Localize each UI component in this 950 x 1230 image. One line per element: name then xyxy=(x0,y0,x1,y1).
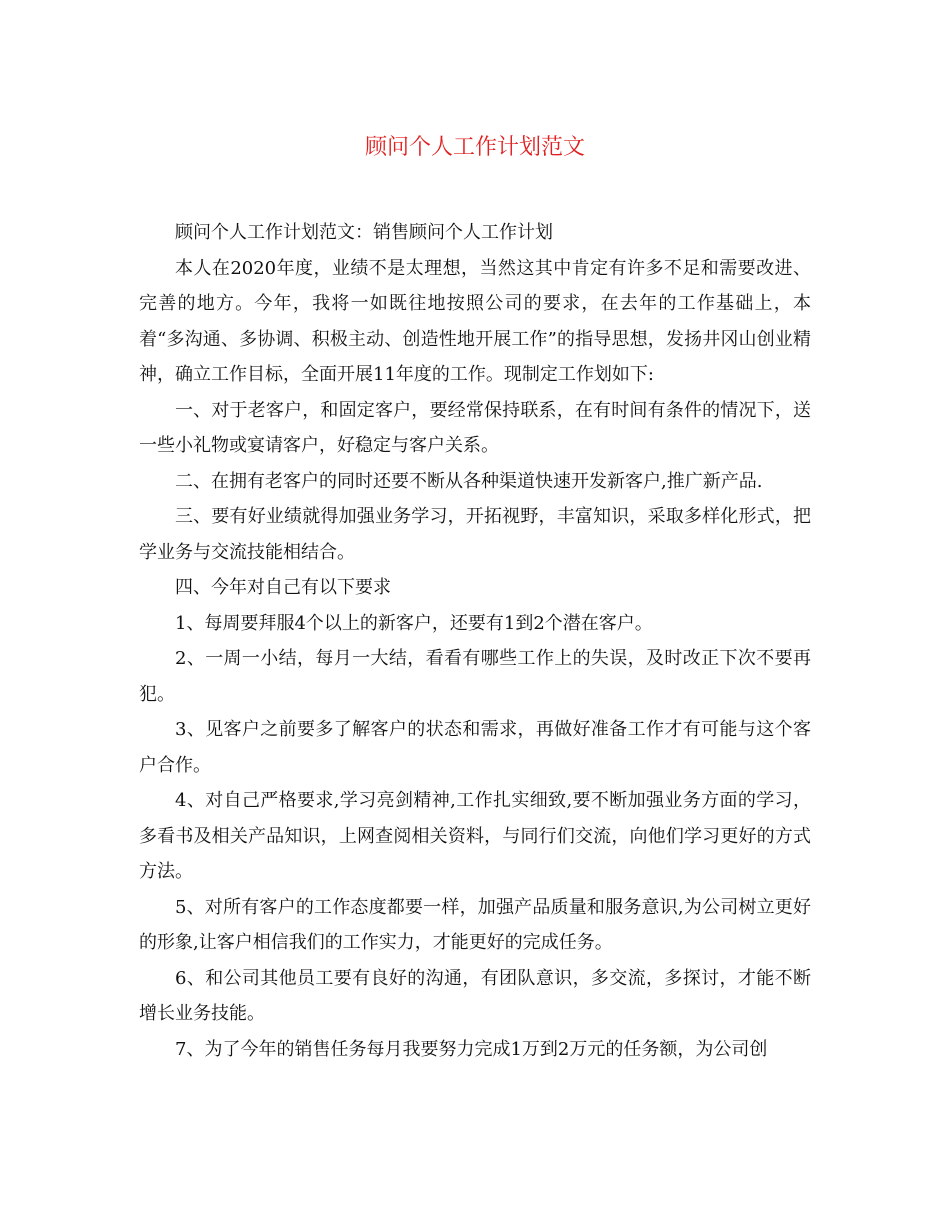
paragraph-req-4: 4、对自己严格要求,学习亮剑精神,工作扎实细致,要不断加强业务方面的学习，多看书及相关产品知识，上网查阅相关资料，与同行们交流，向他们学习更好的方式方法。 xyxy=(139,790,811,882)
paragraph-req-5: 5、对所有客户的工作态度都要一样，加强产品质量和服务意识,为公司树立更好的形象,让客户相信我们的工作实力，才能更好的完成任务。 xyxy=(139,896,811,953)
document-body xyxy=(139,215,811,1067)
paragraph-req-1: 1、每周要拜服4个以上的新客户，还要有1到2个潜在客户。 xyxy=(175,612,653,634)
paragraph-item-2: 二、在拥有老客户的同时还要不断从各种渠道快速开发新客户,推广新产品. xyxy=(175,470,763,492)
paragraph-req-6: 6、和公司其他员工要有良好的沟通，有团队意识，多交流，多探讨，才能不断增长业务技能。 xyxy=(139,967,811,1024)
paragraph-item-4: 四、今年对自己有以下要求 xyxy=(175,577,391,598)
paragraph-req-3: 3、见客户之前要多了解客户的状态和需求，再做好准备工作才有可能与这个客户合作。 xyxy=(139,719,811,776)
document-title: 顾问个人工作计划范文 xyxy=(364,135,585,160)
paragraph-req-2: 2、一周一小结，每月一大结，看看有哪些工作上的失误，及时改正下次不要再犯。 xyxy=(139,648,811,705)
paragraph-subtitle: 顾问个人工作计划范文：销售顾问个人工作计划 xyxy=(175,222,553,243)
paragraph-item-3: 三、要有好业绩就得加强业务学习，开拓视野，丰富知识，采取多样化形式，把学业务与交流技能相结合。 xyxy=(139,506,811,563)
paragraph-item-1: 一、对于老客户，和固定客户，要经常保持联系，在有时间有条件的情况下，送一些小礼物或宴请客户，好稳定与客户关系。 xyxy=(139,399,811,456)
paragraph-req-7: 7、为了今年的销售任务每月我要努力完成1万到2万元的任务额，为公司创 xyxy=(175,1038,768,1060)
paragraph-intro: 本人在2020年度，业绩不是太理想，当然这其中肯定有许多不足和需要改进、完善的地方。今年，我将一如既往地按照公司的要求，在去年的工作基础上，本着“多沟通、多协调、积极主动、创造性地开展工作”的指导思想，发扬井冈山创业精神，确立工作目标，全面开展11年度的工作。现制定工作划如下: xyxy=(139,257,811,385)
